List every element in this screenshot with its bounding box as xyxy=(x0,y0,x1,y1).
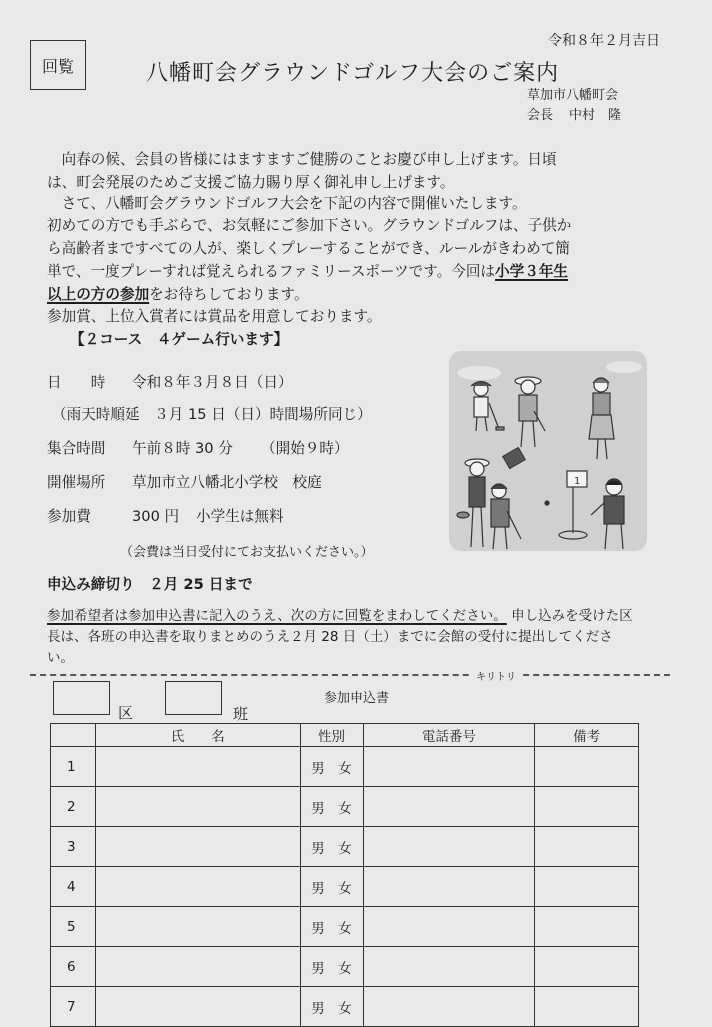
cut-label: キリトリ xyxy=(470,668,522,683)
number-column-header xyxy=(51,724,96,747)
form-title: 参加申込書 xyxy=(324,691,390,706)
date-label: 日 時 xyxy=(47,374,106,391)
table-row xyxy=(51,787,639,827)
fee-label: 参加費 xyxy=(47,508,91,525)
table-header-row xyxy=(51,724,639,747)
han-label: 班 xyxy=(233,705,249,723)
body-line-6-text: 単で、一度プレーすれば覚えられるファミリースポーツです。今回は xyxy=(47,263,496,280)
remarks-cell[interactable] xyxy=(535,787,639,827)
circulate-label: 回覧 xyxy=(41,56,74,76)
phone-cell[interactable] xyxy=(363,947,535,987)
start-time: （開始９時） xyxy=(261,440,349,457)
name-cell[interactable] xyxy=(95,747,300,787)
body-line-4: 初めての方でも手ぶらで、お気軽にご参加下さい。グラウンドゴルフは、子供か xyxy=(47,217,572,234)
body-line-2: は、町会発展のためご支援ご協力賜り厚く御礼申し上げます。 xyxy=(47,174,455,191)
gender-cell[interactable] xyxy=(300,947,363,987)
remarks-cell[interactable] xyxy=(535,907,639,947)
gender-cell[interactable] xyxy=(300,907,363,947)
name-cell[interactable] xyxy=(95,827,300,867)
ku-label: 区 xyxy=(118,704,134,722)
row-number: 6 xyxy=(51,947,96,987)
issue-date: 令和８年２月吉日 xyxy=(548,33,660,49)
instructions-line-2: 長は、各班の申込書を取りまとめのうえ２月 28 日（土）までに会館の受付に提出してくださ xyxy=(47,629,613,645)
flag-number: 1 xyxy=(574,476,581,487)
phone-column-header: 電話番号 xyxy=(363,724,535,747)
organization-name: 草加市八幡町会 xyxy=(527,88,619,103)
name-cell[interactable] xyxy=(95,867,300,907)
president-role: 会長 xyxy=(527,108,554,123)
name-cell[interactable] xyxy=(95,787,300,827)
table-row xyxy=(51,987,639,1027)
gather-value: 午前８時 30 分 xyxy=(132,440,233,457)
phone-cell[interactable] xyxy=(363,787,535,827)
illustration-svg xyxy=(449,351,647,551)
gender-cell[interactable] xyxy=(300,867,363,907)
target-grade-emphasis: 小学３年生 xyxy=(495,263,569,280)
target-participants-emphasis: 以上の方の参加 xyxy=(47,286,150,303)
gender-options: 男 女 xyxy=(311,920,352,937)
table-row xyxy=(51,827,639,867)
row-number: 4 xyxy=(51,867,96,907)
application-form-table xyxy=(50,723,639,1027)
name-cell[interactable] xyxy=(95,987,300,1027)
phone-cell[interactable] xyxy=(363,747,535,787)
table-row xyxy=(51,867,639,907)
gender-options: 男 女 xyxy=(311,800,352,817)
gender-options: 男 女 xyxy=(311,1000,352,1017)
table-row xyxy=(51,947,639,987)
application-deadline: 申込み締切り ２月 25 日まで xyxy=(47,576,253,593)
gender-options: 男 女 xyxy=(311,960,352,977)
phone-cell[interactable] xyxy=(363,907,535,947)
gender-cell[interactable] xyxy=(300,747,363,787)
table-row xyxy=(51,907,639,947)
gender-cell[interactable] xyxy=(300,827,363,867)
gender-column-header: 性別 xyxy=(300,724,363,747)
gender-options: 男 女 xyxy=(311,880,352,897)
body-line-5: ら高齢者まですべての人が、楽しくプレーすることができ、ルールがきわめて簡 xyxy=(47,240,570,257)
remarks-cell[interactable] xyxy=(535,987,639,1027)
name-cell[interactable] xyxy=(95,907,300,947)
body-line-7-text: をお待ちしております。 xyxy=(149,286,309,303)
name-column-header: 氏 名 xyxy=(95,724,300,747)
remarks-cell[interactable] xyxy=(535,867,639,907)
gender-cell[interactable] xyxy=(300,787,363,827)
venue-value: 草加市立八幡北小学校 校庭 xyxy=(132,474,322,491)
gender-options: 男 女 xyxy=(311,760,352,777)
course-info: 【２コース ４ゲーム行います】 xyxy=(70,331,289,348)
instructions-line-1 xyxy=(47,604,633,624)
page-title: 八幡町会グラウンドゴルフ大会のご案内 xyxy=(146,61,560,86)
row-number: 1 xyxy=(51,747,96,787)
remarks-cell[interactable] xyxy=(535,747,639,787)
fee-note: 小学生は無料 xyxy=(196,508,284,525)
venue-label: 開催場所 xyxy=(47,474,106,491)
body-line-8: 参加賞、上位入賞者には賞品を用意しております。 xyxy=(47,308,382,325)
body-line-7 xyxy=(47,283,309,304)
remarks-cell[interactable] xyxy=(535,827,639,867)
phone-cell[interactable] xyxy=(363,867,535,907)
date-value: 令和８年３月８日（日） xyxy=(132,374,293,391)
phone-cell[interactable] xyxy=(363,987,535,1027)
fee-value: 300 円 xyxy=(132,508,180,525)
row-number: 7 xyxy=(51,987,96,1027)
ku-input-box[interactable] xyxy=(53,681,110,715)
president-name: 中村 隆 xyxy=(569,108,622,123)
han-input-box[interactable] xyxy=(165,681,222,715)
gender-cell[interactable] xyxy=(300,987,363,1027)
row-number: 2 xyxy=(51,787,96,827)
name-cell[interactable] xyxy=(95,947,300,987)
gender-options: 男 女 xyxy=(311,840,352,857)
instructions-underlined: 参加希望者は参加申込書に記入のうえ、次の方に回覧をまわしてください。 xyxy=(47,608,507,624)
ground-golf-players-illustration xyxy=(449,351,647,551)
rain-note: （雨天時順延 ３月 15 日（日）時間場所同じ） xyxy=(52,406,372,423)
fee-payment-note: （会費は当日受付にてお支払いください。） xyxy=(120,545,374,560)
remarks-column-header: 備考 xyxy=(535,724,639,747)
gather-label: 集合時間 xyxy=(47,440,106,457)
body-line-6 xyxy=(47,260,568,281)
circulate-stamp-box xyxy=(30,40,86,90)
table-row xyxy=(51,747,639,787)
remarks-cell[interactable] xyxy=(535,947,639,987)
instructions-line-1-tail: 申し込みを受けた区 xyxy=(511,608,633,624)
phone-cell[interactable] xyxy=(363,827,535,867)
body-line-1: 向春の候、会員の皆様にはますますご健勝のことお慶び申し上げます。日頃 xyxy=(61,151,557,168)
cut-line xyxy=(30,674,670,676)
instructions-line-3: い。 xyxy=(47,650,74,666)
body-line-3: さて、八幡町会グラウンドゴルフ大会を下記の内容で開催いたします。 xyxy=(61,195,527,212)
row-number: 3 xyxy=(51,827,96,867)
row-number: 5 xyxy=(51,907,96,947)
